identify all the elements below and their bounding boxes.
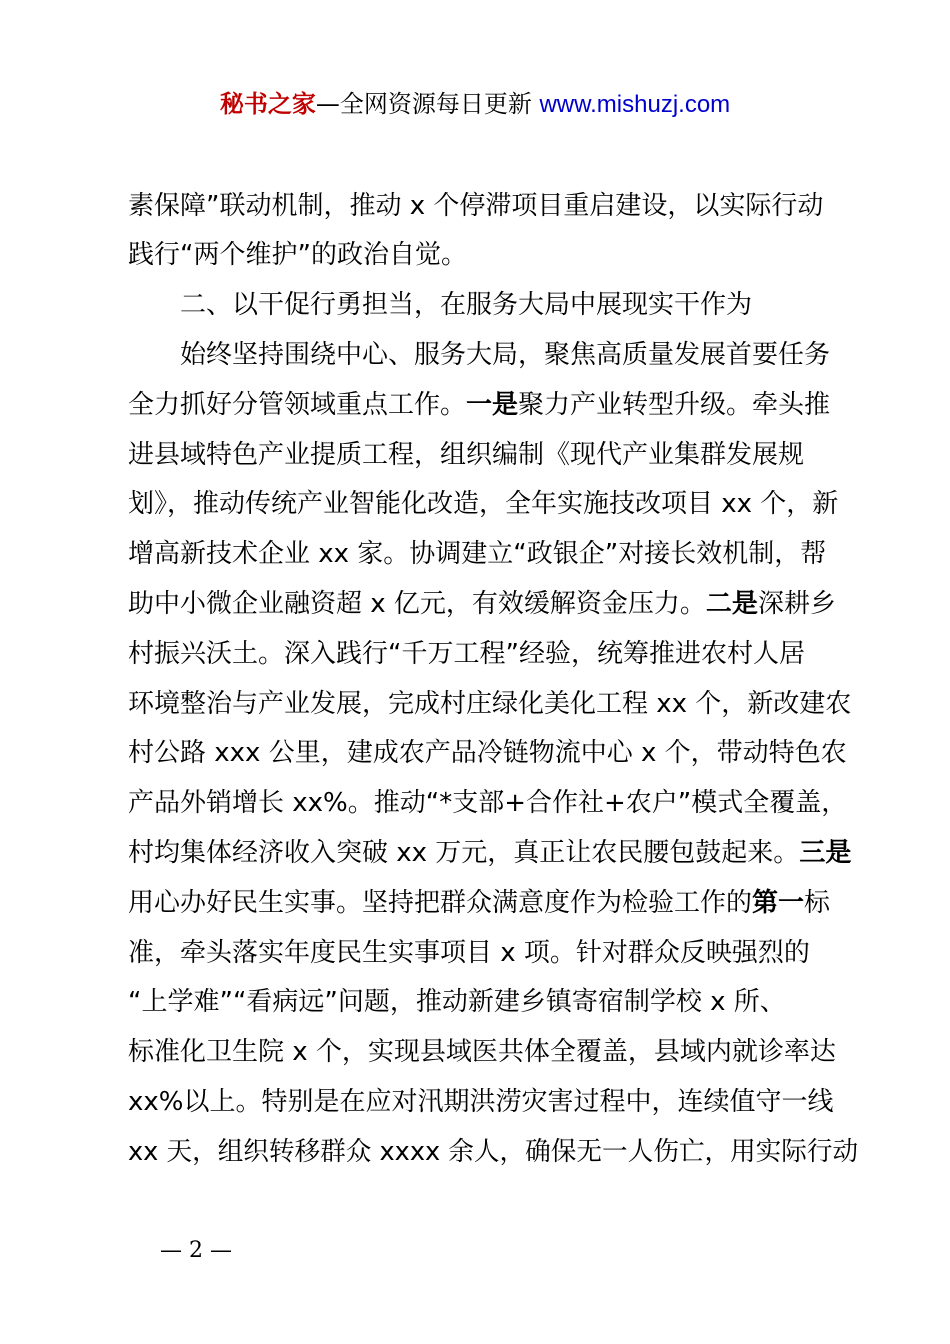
site-banner <box>0 88 950 121</box>
banner-tagline: —全网资源每日更新 <box>315 90 540 118</box>
text-line: 村均集体经济收入突破 xx 万元，真正让农民腰包鼓起来。三是 <box>128 838 852 868</box>
section-heading: 二、以干促行勇担当，在服务大局中展现实干作为 <box>180 290 753 320</box>
text-line: 全力抓好分管领域重点工作。一是聚力产业转型升级。牵头推 <box>128 390 831 420</box>
brand-name: 秘书之家 <box>219 90 316 118</box>
emphasis-first-standard: 第一 <box>752 888 805 918</box>
text-line: 践行“两个维护”的政治自觉。 <box>128 240 467 270</box>
text-line: 进县域特色产业提质工程，组织编制《现代产业集群发展规 <box>128 440 805 470</box>
text-line: 素保障”联动机制，推动 x 个停滞项目重启建设，以实际行动 <box>128 191 824 221</box>
text-line: 村公路 xxx 公里，建成农产品冷链物流中心 x 个，带动特色农 <box>128 738 847 768</box>
text-line: 用心办好民生实事。坚持把群众满意度作为检验工作的第一标 <box>128 888 831 918</box>
text-line: 标准化卫生院 x 个，实现县域医共体全覆盖，县域内就诊率达 <box>128 1037 836 1067</box>
page-number: — 2 — <box>160 1238 232 1263</box>
text-line: 产品外销增长 xx%。推动“*支部+合作社+农户”模式全覆盖， <box>128 788 848 818</box>
text-line: 始终坚持围绕中心、服务大局，聚焦高质量发展首要任务 <box>180 340 831 370</box>
text-line: 划》，推动传统产业智能化改造，全年实施技改项目 xx 个，新 <box>128 489 839 519</box>
emphasis-third: 三是 <box>799 838 852 868</box>
text-line: xx 天，组织转移群众 xxxx 余人，确保无一人伤亡，用实际行动 <box>128 1137 859 1167</box>
text-line: “上学难”“看病远”问题，推动新建乡镇寄宿制学校 x 所、 <box>128 987 786 1017</box>
emphasis-second: 二是 <box>705 589 758 619</box>
text-line: 环境整治与产业发展，完成村庄绿化美化工程 xx 个，新改建农 <box>128 689 852 719</box>
text-line: 助中小微企业融资超 x 亿元，有效缓解资金压力。二是深耕乡 <box>128 589 836 619</box>
emphasis-first: 一是 <box>466 390 519 420</box>
text-line: 增高新技术企业 xx 家。协调建立“政银企”对接长效机制，帮 <box>128 539 827 569</box>
text-line: xx%以上。特别是在应对汛期洪涝灾害过程中，连续值守一线 <box>128 1087 834 1117</box>
text-line: 准，牵头落实年度民生实事项目 x 项。针对群众反映强烈的 <box>128 938 810 968</box>
site-url[interactable]: www.mishuzj.com <box>539 91 731 118</box>
text-line: 村振兴沃土。深入践行“千万工程”经验，统筹推进农村人居 <box>128 639 805 669</box>
